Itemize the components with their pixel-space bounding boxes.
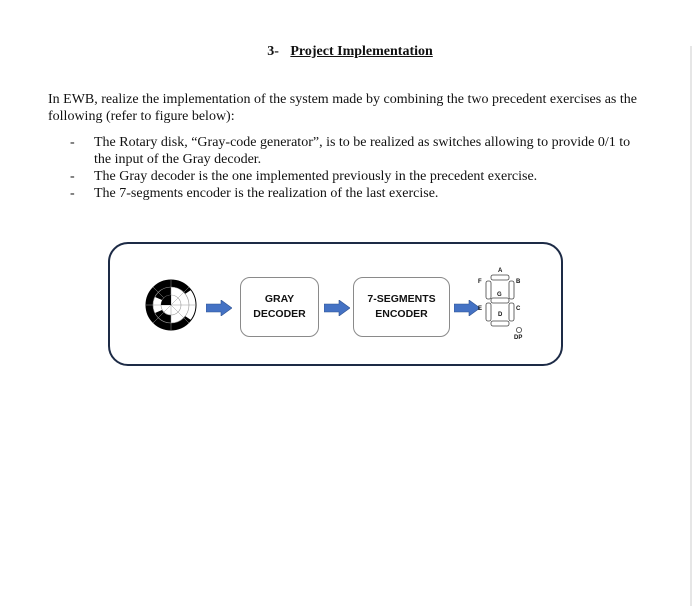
bullet-text: The Gray decoder is the one implemented previously in the precedent exercise. [94, 169, 538, 184]
segment-c [509, 303, 514, 321]
section-heading [0, 44, 700, 60]
page-edge-line [690, 46, 692, 606]
gray-decoder-label-line2: DECODER [253, 308, 306, 320]
list-item [48, 185, 638, 202]
section-number: 3- [267, 44, 279, 59]
list-item [48, 168, 638, 185]
bullet-dash: - [70, 135, 75, 150]
arrow-right-icon [206, 300, 232, 316]
encoder-label-line2: ENCODER [375, 308, 428, 320]
system-diagram [108, 242, 563, 366]
segment-a [491, 275, 509, 280]
bullet-text: The 7-segments encoder is the realization of the last exercise. [94, 186, 439, 201]
bullet-dash: - [70, 169, 75, 184]
segment-dp-label: DP [514, 335, 523, 341]
list-item [48, 134, 638, 168]
segment-b-label: B [516, 279, 521, 285]
segment-b [509, 281, 514, 299]
seven-segment-encoder-block [353, 277, 450, 337]
seven-segment-display-icon [477, 263, 537, 349]
segment-e-label: E [478, 306, 483, 312]
segment-f [486, 281, 491, 299]
segment-g [491, 298, 509, 303]
segment-d-label: D [498, 312, 503, 318]
gray-decoder-block [240, 277, 319, 337]
rotary-disk-icon [144, 278, 198, 332]
segment-a-label: A [498, 268, 503, 274]
gray-decoder-label-line1: GRAY [264, 293, 295, 305]
bullet-text: The Rotary disk, “Gray-code generator”, is to be realized as switches allowing to provide 0/1 to the input of the Gray decoder. [94, 135, 631, 167]
section-title: Project Implementation [290, 44, 433, 59]
bullet-dash: - [70, 186, 75, 201]
encoder-label-line1: 7-SEGMENTS [367, 293, 436, 305]
segment-d [491, 321, 509, 326]
segment-dp [516, 327, 521, 332]
intro-paragraph: In EWB, realize the implementation of the system made by combining the two precedent exercises as the following (refer to figure below): [48, 92, 637, 124]
segment-c-label: C [516, 306, 521, 312]
arrow-right-icon [324, 300, 350, 316]
segment-e [486, 303, 491, 321]
segment-f-label: F [478, 279, 482, 285]
bullet-list [48, 134, 638, 202]
segment-g-label: G [497, 292, 502, 298]
